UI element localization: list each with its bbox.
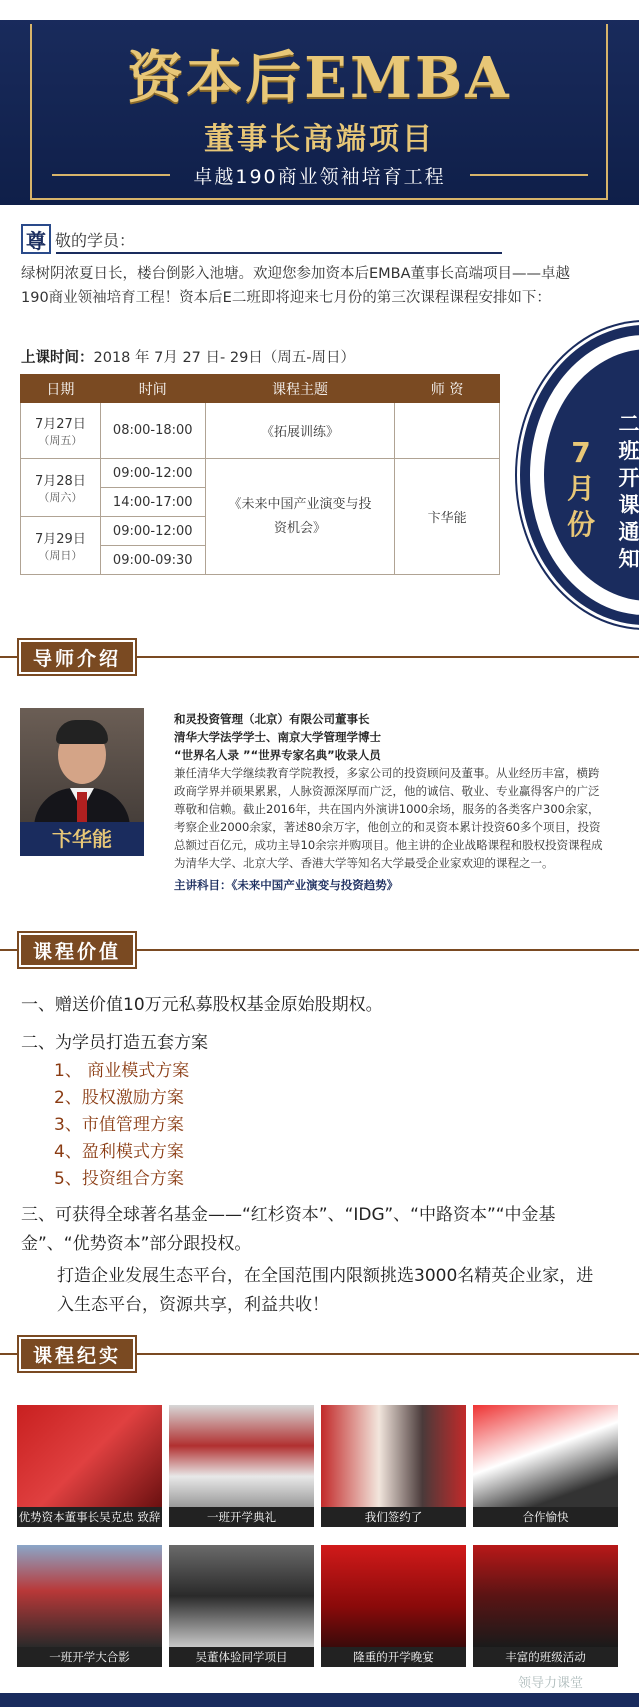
gallery-section-label: 课程纪实 [19,1337,135,1371]
col-time: 时间 [100,375,205,403]
day2-date-cell [21,459,101,517]
photo-caption: 丰富的班级活动 [473,1647,618,1667]
day1-topic: 《拓展训练》 [205,403,395,459]
day1-week: （周五） [38,434,83,447]
greeting-underline [56,252,502,254]
schedule-table [20,374,500,575]
notice-month: 7月份 [566,436,595,541]
topic2: 《未来中国产业演变与投资机会》 [205,459,395,575]
mentor-title-2: 清华大学法学学士、南京大学管理学博士 [174,730,381,744]
col-teacher: 师 资 [395,375,500,403]
day2-time2: 14:00-17:00 [100,488,205,517]
value-section-header [0,933,639,967]
table-row [21,459,500,488]
photo-caption: 一班开学典礼 [169,1507,314,1527]
mentor-subject: 主讲科目：《未来中国产业演变与投资趋势》 [174,878,399,892]
photo-image [473,1405,618,1507]
gallery-photo [169,1545,314,1667]
gallery-photo [17,1545,162,1667]
table-row [21,403,500,459]
day1-date-cell [21,403,101,459]
mentor-bio-text: 兼任清华大学继续教育学院教授，多家公司的投资顾问及董事。从业经历丰富，横跨政商学界并硕果累累，人脉资源深厚而广泛，他的诚信、敬业、专业赢得客户的广泛尊敬和信赖。截止2016年，共在国内外演讲1000余场，服务的各类客户300余家，考察企业2000余家，著述80余万字，他创立的和灵资本累计投资60多个项目，投资总额过百亿元，成功主导10余宗并购项目。他主讲的企业战略课程和股权投资课程成为清华大学、北京大学、香港大学等知名大学最受企业家欢迎的课程之一。 [174,766,603,870]
day2-time1: 09:00-12:00 [100,459,205,488]
photo-caption: 合作愉快 [473,1507,618,1527]
gallery-photo [473,1545,618,1667]
value-section-label: 课程价值 [19,933,135,967]
photo-image [473,1545,618,1647]
list-item: 1、 商业模式方案 [54,1061,190,1081]
day3-time2: 09:00-09:30 [100,546,205,575]
photo-image [169,1405,314,1507]
value-item-1: 一、赠送价值10万元私募股权基金原始股期权。 [21,995,383,1015]
photo-hair [56,720,108,744]
day3-date: 7月29日 [35,532,86,547]
top-strip [0,0,639,20]
intro-text: 绿树阴浓夏日长，楼台倒影入池塘。欢迎您参加资本后EMBA董事长高端项目——卓越190商业领袖培育工程！资本后E二班即将迎来七月份的第三次课程课程安排如下： [21,266,571,306]
banner-tagline: 卓越190商业领袖培育工程 [193,166,446,188]
photo-caption: 一班开学大合影 [17,1647,162,1667]
photo-caption: 我们签约了 [321,1507,466,1527]
photo-caption: 优势资本董事长吴克忠 致辞 [17,1507,162,1527]
gallery-photo [17,1405,162,1527]
mentor-title-1: 和灵投资管理（北京）有限公司董事长 [174,712,370,726]
notice-text: 二班开课通知 [618,412,639,571]
greeting-rest: 敬的学员： [55,230,136,250]
col-topic: 课程主题 [205,375,395,403]
greeting [21,224,135,254]
class-time [21,346,355,367]
gallery-photo [473,1405,618,1527]
mentor-section-header [0,640,639,674]
gallery-photo [321,1545,466,1667]
banner-subtitle: 董事长高端项目 [204,122,435,157]
gallery-section-header [0,1337,639,1371]
teacher: 卞华能 [395,459,500,575]
day3-week: （周日） [38,549,83,562]
mentor-photo [20,708,144,856]
value-item-4: 打造企业发展生态平台，在全国范围内限额挑选3000名精英企业家，进入生态平台，资源共享，利益共收！ [57,1266,594,1315]
photo-caption: 吴董体验同学项目 [169,1647,314,1667]
header-banner [0,0,639,205]
mentor-name: 卞华能 [20,822,144,856]
day1-date: 7月27日 [35,417,86,432]
day1-teacher [395,403,500,459]
photo-gallery [17,1405,620,1669]
value-item-2: 二、为学员打造五套方案 [21,1033,208,1053]
bottom-strip [0,1693,639,1707]
col-date: 日期 [21,375,101,403]
list-item: 5、投资组合方案 [54,1169,184,1189]
class-notice-circle [520,325,639,625]
photo-image [17,1405,162,1507]
day2-date: 7月28日 [35,474,86,489]
photo-image [17,1545,162,1647]
photo-image [169,1545,314,1647]
class-time-label: 上课时间： [21,350,94,366]
day1-time: 08:00-18:00 [100,403,205,459]
gallery-photo [169,1405,314,1527]
gallery-photo [321,1405,466,1527]
photo-caption: 隆重的开学晚宴 [321,1647,466,1667]
day3-time1: 09:00-12:00 [100,517,205,546]
list-item: 2、股权激励方案 [54,1088,184,1108]
value-item-3: 三、可获得全球著名基金——“红杉资本”、“IDG”、“中路资本”“中金基金”、“优势资本”部分跟投权。 [21,1205,556,1254]
day3-date-cell [21,517,101,575]
photo-image [321,1545,466,1647]
notice-inner [544,349,639,601]
list-item: 4、盈利模式方案 [54,1142,184,1162]
mentor-bio [174,710,606,894]
schedule-header-row [21,375,500,403]
plan-list [54,1058,354,1193]
banner-title: 资本后EMBA [127,45,512,111]
list-item: 3、市值管理方案 [54,1115,184,1135]
greeting-initial: 尊 [21,224,51,254]
mentor-title-3: “世界名人录 ”“世界专家名典”收录人员 [174,748,381,762]
photo-image [321,1405,466,1507]
mentor-section-label: 导师介绍 [19,640,135,674]
watermark: 领导力课堂 [518,1676,584,1691]
class-time-value: 2018 年 7月 27 日- 29日（周五-周日） [93,350,356,366]
day2-week: （周六） [38,491,83,504]
